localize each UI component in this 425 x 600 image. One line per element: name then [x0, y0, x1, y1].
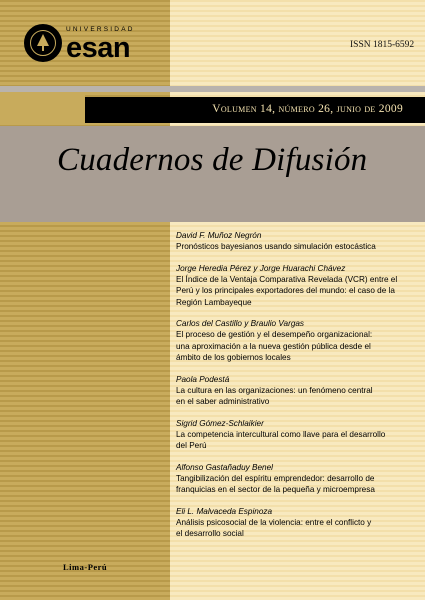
article-item [176, 418, 416, 452]
article-title-line: Región Lambayeque [176, 297, 252, 307]
article-author: David F. Muñoz Negrón [176, 231, 262, 240]
place: Lima-Perú [63, 562, 108, 572]
university-logo [24, 24, 144, 64]
article-list [176, 230, 416, 550]
article-author: Sigrid Gómez-Schlaikier [176, 418, 264, 428]
article-title-line: el desarrollo social [176, 529, 244, 538]
article-title-line: Pronósticos bayesianos usando simulación estocástica [176, 242, 376, 251]
article-title-line: del Perú [176, 441, 207, 450]
article-title-line: La competencia intercultural como llave para el desarrollo [176, 429, 386, 439]
volume-info: Volumen 14, número 26, junio de 2009 [212, 103, 403, 115]
article-title-line: franquicias en el sector de la pequeña y microempresa [176, 485, 375, 494]
seal-icon [24, 24, 62, 62]
article-title-line: Perú y los principales exportadores del mundo: el caso de la [176, 286, 395, 295]
article-title-line: Tangibilización del espíritu emprendedor: desarrollo de [176, 473, 375, 483]
article-title-line: ámbito de los gobiernos locales [176, 353, 291, 362]
article-title-line: La cultura en las organizaciones: un fenómeno central [176, 385, 373, 395]
article-author: Alfonso Gastañaduy Benel [176, 462, 273, 472]
journal-title: Cuadernos de Difusión [57, 142, 368, 178]
article-item [176, 374, 416, 408]
logo-top-text: UNIVERSIDAD [66, 26, 135, 33]
article-item [176, 506, 416, 540]
article-author: Jorge Heredia Pérez y Jorge Huarachi Chávez [176, 263, 346, 273]
article-title-line: en el saber administrativo [176, 397, 270, 406]
article-title-line: una aproximación a la nueva gestión pública desde el [176, 341, 371, 351]
article-item [176, 462, 416, 496]
article-item [176, 230, 416, 253]
article-item [176, 318, 416, 364]
logo-name: esan [66, 32, 131, 64]
article-title-line: Análisis psicosocial de la violencia: entre el conflicto y [176, 517, 372, 527]
article-author: Paola Podestá [176, 374, 230, 384]
article-author: Eli L. Malvaceda Espinoza [176, 506, 273, 516]
issn: ISSN 1815-6592 [350, 40, 415, 50]
article-item [176, 263, 416, 309]
article-title-line: El Índice de la Ventaja Comparativa Revelada (VCR) entre el [176, 274, 398, 284]
article-title-line: El proceso de gestión y el desempeño organizacional: [176, 330, 373, 339]
article-author: Carlos del Castillo y Braulio Vargas [176, 319, 305, 328]
